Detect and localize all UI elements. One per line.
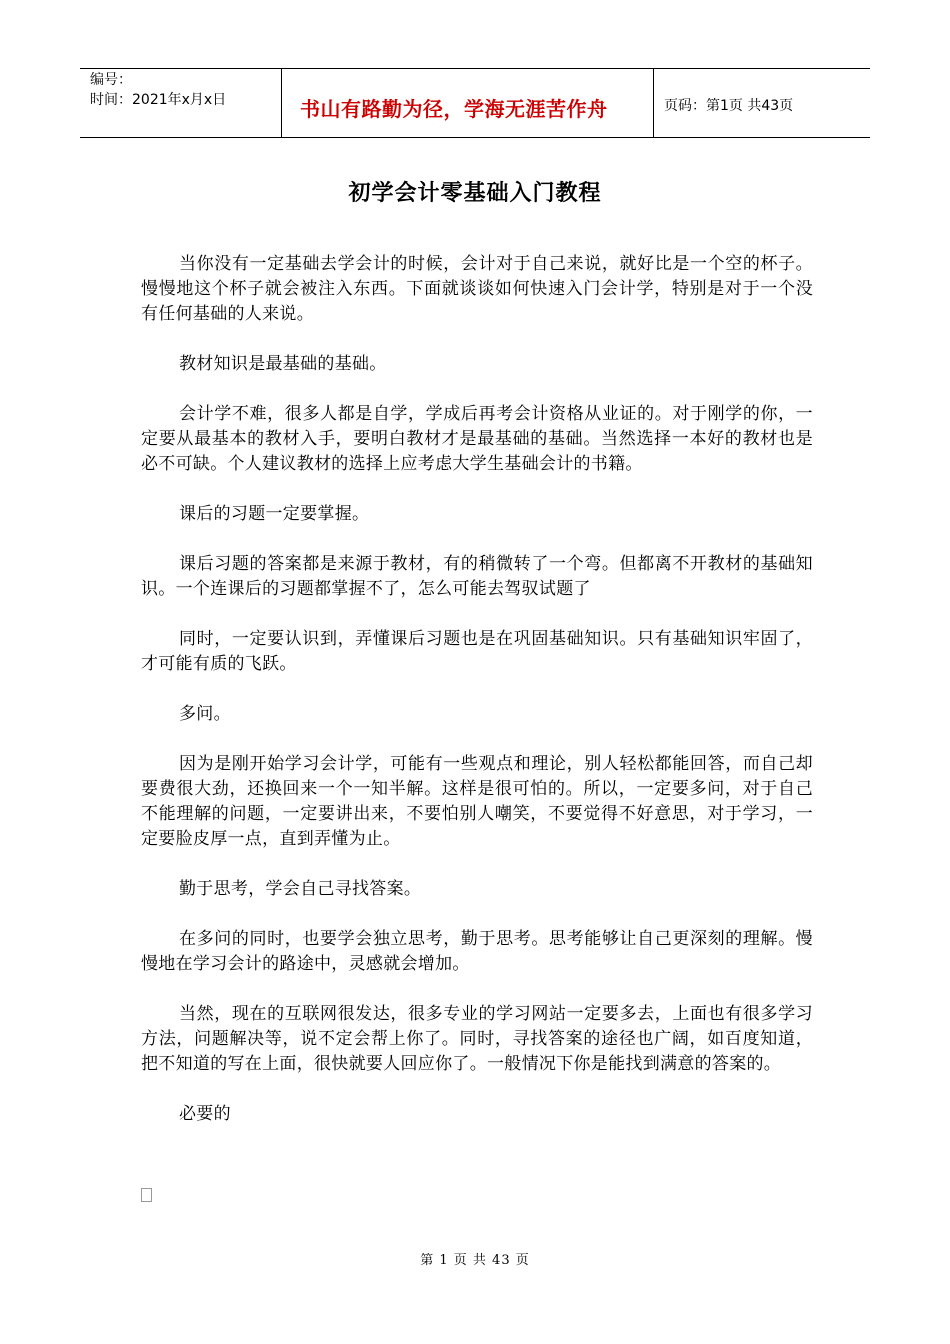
paragraph: 当然，现在的互联网很发达，很多专业的学习网站一定要多去，上面也有很多学习方法，问题解决等，说不定会帮上你了。同时，寻找答案的途径也广阔，如百度知道，把不知道的写在上面，很快就要人回应你了。一般情况下你是能找到满意的答案的。 bbox=[141, 1004, 813, 1074]
paragraph: 在多问的同时，也要学会独立思考，勤于思考。思考能够让自己更深刻的理解。慢慢地在学习会计的路途中，灵感就会增加。 bbox=[141, 929, 813, 974]
section-heading: 勤于思考，学会自己寻找答案。 bbox=[179, 879, 422, 899]
section-heading: 必要的 bbox=[179, 1104, 231, 1124]
header-page-cell bbox=[654, 69, 870, 137]
paragraph: 因为是刚开始学习会计学，可能有一些观点和理论，别人轻松都能回答，而自己却要费很大劲，还换回来一个一知半解。这样是很可怕的。所以，一定要多问，对于自己不能理解的问题，一定要讲出来，不要怕别人嘲笑，不要觉得不好意思，对于学习，一定要脸皮厚一点，直到弄懂为止。 bbox=[141, 754, 813, 849]
header-motto-cell bbox=[282, 69, 654, 137]
document-time-label: 时间：2021年x月x日 bbox=[90, 92, 227, 108]
section-heading: 课后的习题一定要掌握。 bbox=[179, 504, 370, 524]
missing-glyph-box bbox=[141, 1188, 152, 1202]
page-header bbox=[80, 68, 870, 138]
header-motto: 书山有路勤为径，学海无涯苦作舟 bbox=[300, 97, 608, 121]
page-footer: 第 1 页 共 43 页 bbox=[420, 1253, 530, 1268]
paragraph: 同时，一定要认识到，弄懂课后习题也是在巩固基础知识。只有基础知识牢固了，才可能有质的飞跃。 bbox=[141, 629, 813, 674]
section-heading: 多问。 bbox=[179, 704, 231, 724]
document-title: 初学会计零基础入门教程 bbox=[348, 180, 602, 206]
header-page-info: 页码：第1页 共43页 bbox=[664, 98, 794, 114]
document-number-label: 编号： bbox=[90, 72, 132, 88]
header-meta bbox=[80, 69, 282, 137]
paragraph: 会计学不难，很多人都是自学，学成后再考会计资格从业证的。对于刚学的你，一定要从最基本的教材入手，要明白教材才是最基础的基础。当然选择一本好的教材也是必不可缺。个人建议教材的选择上应考虑大学生基础会计的书籍。 bbox=[141, 404, 813, 474]
paragraph: 当你没有一定基础去学会计的时候，会计对于自己来说，就好比是一个空的杯子。慢慢地这个杯子就会被注入东西。下面就谈谈如何快速入门会计学，特别是对于一个没有任何基础的人来说。 bbox=[141, 254, 813, 324]
document-body bbox=[141, 252, 813, 1152]
paragraph: 课后习题的答案都是来源于教材，有的稍微转了一个弯。但都离不开教材的基础知识。一个连课后的习题都掌握不了，怎么可能去驾驭试题了 bbox=[141, 554, 813, 599]
section-heading: 教材知识是最基础的基础。 bbox=[179, 354, 387, 374]
